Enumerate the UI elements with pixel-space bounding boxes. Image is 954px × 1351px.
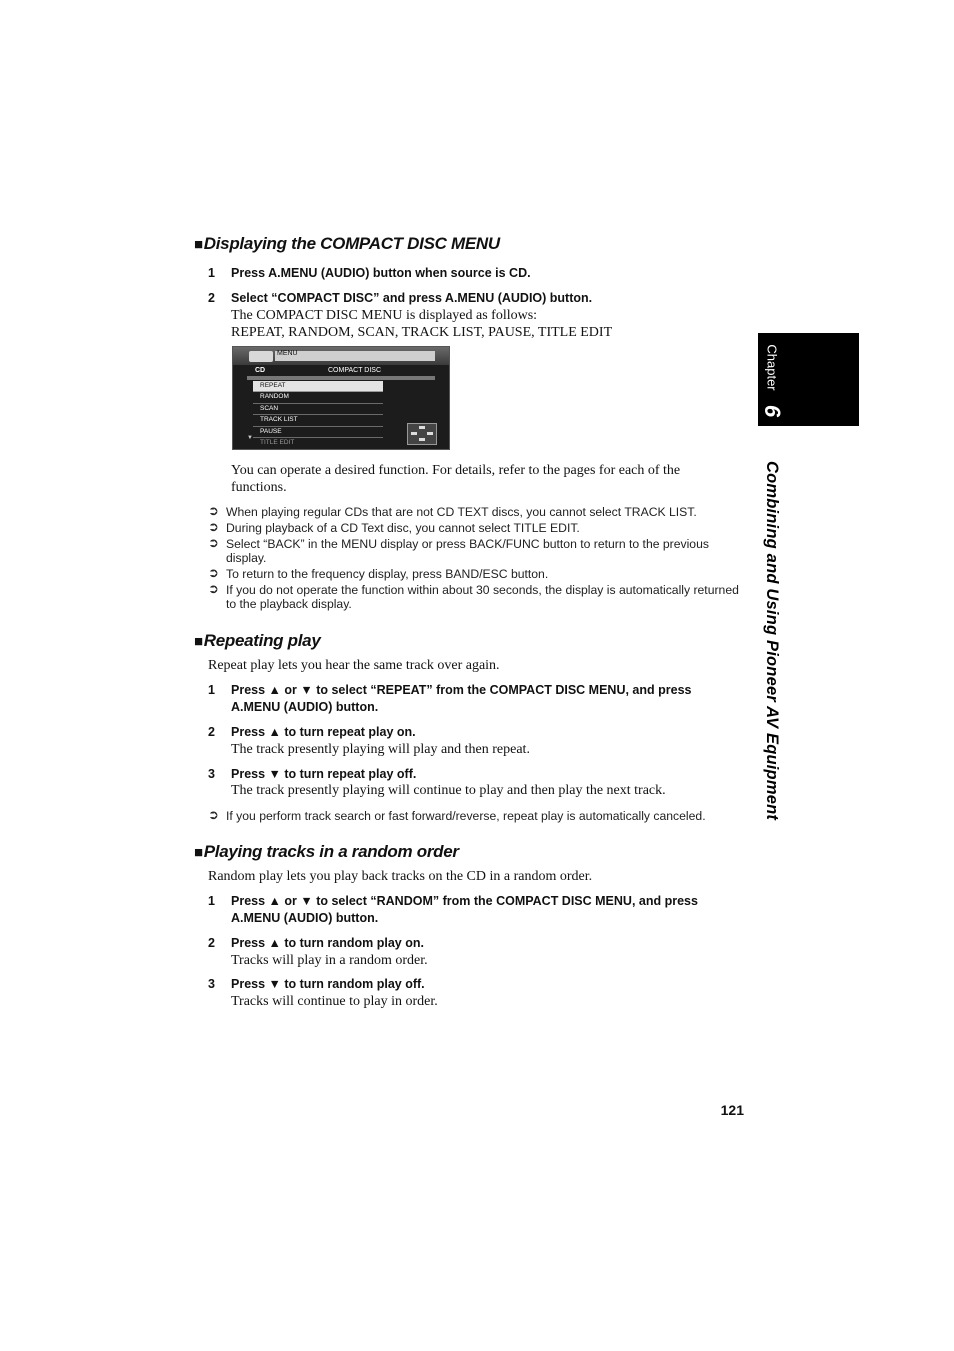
- note-text: When playing regular CDs that are not CD TEXT discs, you cannot select TRACK LIST.: [226, 505, 697, 519]
- step-number: 3: [208, 977, 215, 991]
- screen-menu-item-track-list: TRACK LIST: [253, 415, 383, 426]
- screen-menu-item-random: RANDOM: [253, 392, 383, 403]
- step-text: Press ▼ to turn repeat play off.: [231, 767, 417, 781]
- section-heading-random: [194, 842, 459, 862]
- step-text: Press ▲ or ▼ to select “RANDOM” from the COMPACT DISC MENU, and press A.MENU (AUDIO) button.: [231, 894, 698, 925]
- step-number: 1: [208, 266, 215, 280]
- step-number: 1: [208, 683, 215, 697]
- repeat-step-1: [208, 682, 738, 716]
- random-step-2: [208, 935, 738, 952]
- display-step-1: [208, 265, 738, 282]
- step-text: Press ▼ to turn random play off.: [231, 977, 425, 991]
- random-step-3: [208, 976, 738, 993]
- note-text: Select “BACK” in the MENU display or press BACK/FUNC button to return to the previous display.: [226, 537, 709, 565]
- random-step-1: [208, 893, 738, 927]
- heading-text: Displaying the COMPACT DISC MENU: [203, 234, 500, 253]
- note-item: [208, 583, 743, 611]
- screen-menu-list: [253, 381, 383, 448]
- random-intro: Random play lets you play back tracks on the CD in a random order.: [208, 869, 593, 884]
- note-item: [208, 567, 743, 581]
- note-item: [208, 537, 743, 565]
- screen-menu-item-repeat: REPEAT: [253, 381, 383, 392]
- display-step-2-body-1: The COMPACT DISC MENU is displayed as follows:: [231, 308, 538, 323]
- note-text: During playback of a CD Text disc, you cannot select TITLE EDIT.: [226, 521, 580, 535]
- note-text: If you do not operate the function within about 30 seconds, the display is automatically returned to the playback display.: [226, 583, 739, 611]
- repeat-step-2: [208, 724, 738, 741]
- step-number: 2: [208, 936, 215, 950]
- step-number: 2: [208, 291, 215, 305]
- repeat-step-3: [208, 766, 738, 783]
- screen-menu-label: MENU: [277, 350, 298, 357]
- heading-marker: ■: [194, 236, 203, 253]
- note-arrow-icon: ➲: [208, 565, 219, 580]
- screen-source-icon: [249, 351, 273, 362]
- random-step-2-body: Tracks will play in a random order.: [231, 953, 428, 968]
- step-number: 1: [208, 894, 215, 908]
- repeat-intro: Repeat play lets you hear the same track over again.: [208, 658, 500, 673]
- chapter-title-vertical: [759, 434, 785, 846]
- random-step-3-body: Tracks will continue to play in order.: [231, 994, 438, 1009]
- screen-title-underline: [247, 376, 435, 380]
- note-arrow-icon: ➲: [208, 581, 219, 596]
- step-text: Press ▲ to turn random play on.: [231, 936, 424, 950]
- chapter-number-box: [760, 398, 784, 424]
- repeat-step-2-body: The track presently playing will play and then repeat.: [231, 742, 530, 757]
- page-number: 121: [720, 1102, 744, 1118]
- note-arrow-icon: ➲: [208, 807, 219, 822]
- heading-marker: ■: [194, 844, 203, 861]
- note-text: If you perform track search or fast forward/reverse, repeat play is automatically canceled.: [226, 809, 706, 823]
- step-text: Press A.MENU (AUDIO) button when source is CD.: [231, 266, 531, 280]
- screen-menu-item-title-edit: TITLE EDIT: [260, 438, 295, 446]
- heading-text: Playing tracks in a random order: [203, 842, 459, 861]
- display-after-screen-text: You can operate a desired function. For details, refer to the pages for each of the functions.: [231, 463, 681, 495]
- screen-scroll-down-icon: ▼: [247, 435, 253, 441]
- heading-text: Repeating play: [203, 631, 321, 650]
- section-heading-repeat: [194, 631, 320, 651]
- compact-disc-menu-screenshot: [232, 346, 450, 450]
- note-arrow-icon: ➲: [208, 535, 219, 550]
- chapter-word: Chapter: [764, 343, 780, 391]
- screen-mode-label: CD: [255, 367, 266, 374]
- note-item: [208, 505, 743, 519]
- screen-menu-bar: [275, 351, 435, 361]
- note-arrow-icon: ➲: [208, 519, 219, 534]
- screen-joystick-icon: [407, 423, 437, 445]
- section-heading-display: [194, 234, 500, 254]
- screen-menu-item-scan: SCAN: [253, 404, 383, 415]
- chapter-label: [760, 338, 784, 396]
- note-item: [208, 521, 743, 535]
- step-text: Press ▲ to turn repeat play on.: [231, 725, 416, 739]
- display-step-2-body-2: REPEAT, RANDOM, SCAN, TRACK LIST, PAUSE, TITLE EDIT: [231, 325, 613, 340]
- chapter-title: Combining and Using Pioneer AV Equipment: [763, 460, 782, 820]
- note-arrow-icon: ➲: [208, 503, 219, 518]
- screen-menu-item-pause: PAUSE: [253, 427, 383, 438]
- chapter-number: 6: [760, 404, 785, 418]
- note-text: To return to the frequency display, press BAND/ESC button.: [226, 567, 549, 581]
- heading-marker: ■: [194, 633, 203, 650]
- step-text: Press ▲ or ▼ to select “REPEAT” from the COMPACT DISC MENU, and press A.MENU (AUDIO) button.: [231, 683, 692, 714]
- note-item: [208, 809, 743, 823]
- display-step-2: [208, 290, 738, 307]
- repeat-step-3-body: The track presently playing will continue to play and then play the next track.: [231, 783, 666, 798]
- screen-title: COMPACT DISC: [328, 367, 382, 374]
- step-number: 2: [208, 725, 215, 739]
- step-number: 3: [208, 767, 215, 781]
- step-text: Select “COMPACT DISC” and press A.MENU (AUDIO) button.: [231, 291, 593, 305]
